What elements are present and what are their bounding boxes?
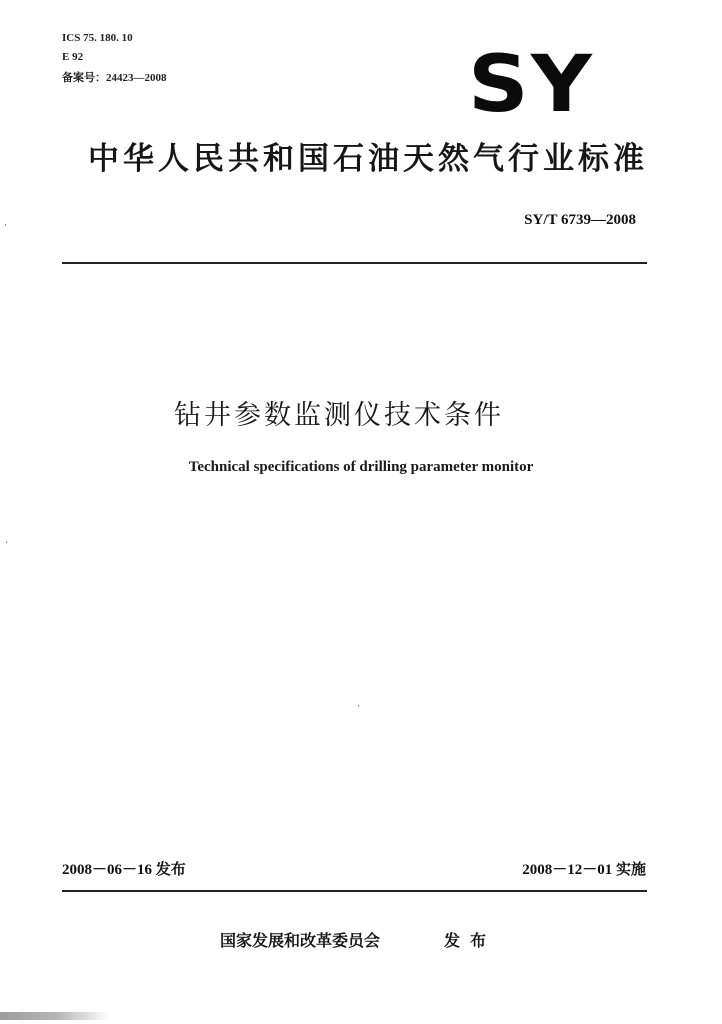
issue-date: 2008－06－16 发布 xyxy=(62,862,186,878)
document-title-chinese: 钻井参数监测仪技术条件 xyxy=(174,400,504,431)
scan-speck xyxy=(6,541,7,543)
effective-date: 2008－12－01 实施 xyxy=(522,862,646,878)
ics-code: ICS 75. 180. 10 xyxy=(62,32,133,44)
classification-code: E 92 xyxy=(62,51,84,63)
scan-speck xyxy=(358,705,359,707)
scan-artifact xyxy=(0,1012,110,1020)
standard-body-title: 中华人民共和国石油天然气行业标准 xyxy=(88,141,648,177)
standard-code: SY/T 6739—2008 xyxy=(524,212,636,228)
top-divider xyxy=(62,262,647,264)
publisher-name: 国家发展和改革委员会 xyxy=(220,931,381,950)
publish-label: 发布 xyxy=(444,931,497,950)
scan-speck xyxy=(5,224,6,226)
bottom-divider xyxy=(62,890,647,892)
document-title-english: Technical specifications of drilling parameter monitor xyxy=(188,459,534,475)
filing-number: 备案号：24423—2008 xyxy=(62,72,167,84)
sy-logo: SY xyxy=(468,40,595,130)
